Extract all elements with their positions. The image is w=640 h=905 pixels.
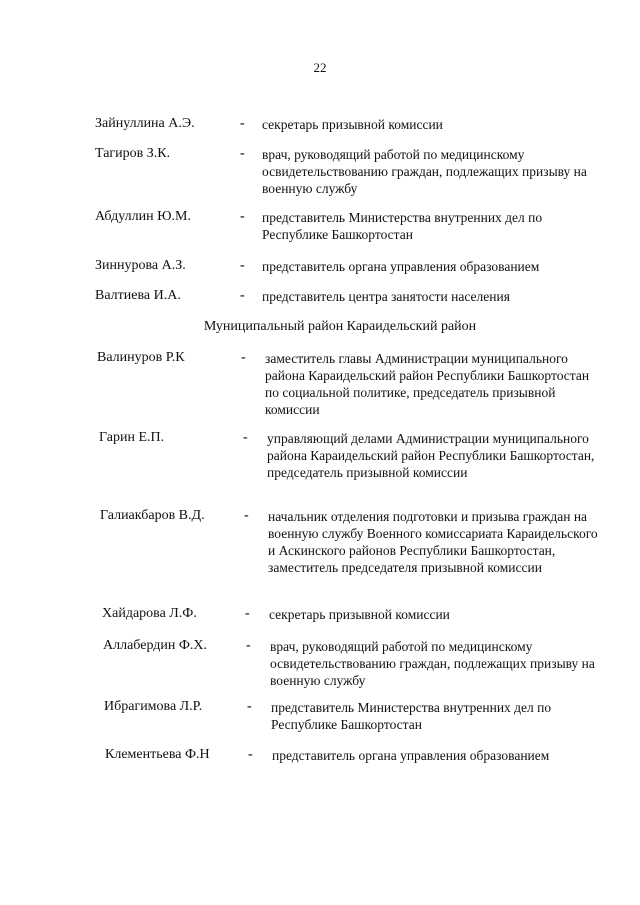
separator-dash: - xyxy=(243,430,248,445)
member-entry xyxy=(0,430,640,500)
member-name: Валинуров Р.К xyxy=(97,350,185,365)
member-role: заместитель главы Администрации муниципального района Караидельский район Республики Башкортостан по социальной политике, председатель призывной комиссии xyxy=(265,351,590,417)
member-role: представитель центра занятости населения xyxy=(262,289,510,304)
separator-dash: - xyxy=(245,606,250,621)
member-entry xyxy=(0,508,640,578)
member-role: врач, руководящий работой по медицинскому освидетельствованию граждан, подлежащих призыву на военную службу xyxy=(270,639,595,688)
member-role: врач, руководящий работой по медицинскому освидетельствованию граждан, подлежащих призыву на военную службу xyxy=(262,147,587,196)
member-name: Галиакбаров В.Д. xyxy=(100,508,205,523)
member-name: Валтиева И.А. xyxy=(95,288,181,303)
member-role: управляющий делами Администрации муниципального района Караидельский район Республики Башкортостан, председатель призывной комиссии xyxy=(267,431,595,480)
section-heading: Муниципальный район Караидельский район xyxy=(203,319,477,334)
member-name: Аллабердин Ф.Х. xyxy=(103,638,208,653)
member-name: Зиннурова А.З. xyxy=(95,258,186,273)
member-entry xyxy=(0,638,640,708)
member-entry xyxy=(0,747,640,817)
member-entry xyxy=(0,350,640,420)
member-name: Гарин Е.П. xyxy=(99,430,165,445)
separator-dash: - xyxy=(240,258,245,273)
member-name: Абдуллин Ю.М. xyxy=(95,209,191,224)
separator-dash: - xyxy=(240,146,245,161)
member-name: Клементьева Ф.Н xyxy=(105,747,210,762)
member-role: представитель органа управления образованием xyxy=(262,259,540,274)
member-role: представитель Министерства внутренних дел по Республике Башкортостан xyxy=(262,210,543,242)
separator-dash: - xyxy=(248,747,253,762)
separator-dash: - xyxy=(246,638,251,653)
member-name: Зайнуллина А.Э. xyxy=(95,116,195,131)
member-name: Ибрагимова Л.Р. xyxy=(104,699,203,714)
member-role: секретарь призывной комиссии xyxy=(269,607,450,622)
separator-dash: - xyxy=(240,209,245,224)
separator-dash: - xyxy=(240,116,245,131)
separator-dash: - xyxy=(241,350,246,365)
member-entry xyxy=(0,146,640,216)
member-name: Тагиров З.К. xyxy=(95,146,171,161)
member-role: представитель органа управления образованием xyxy=(272,748,550,763)
separator-dash: - xyxy=(244,508,249,523)
member-role: представитель Министерства внутренних дел по Республике Башкортостан xyxy=(271,700,552,732)
member-role: секретарь призывной комиссии xyxy=(262,117,443,132)
page-number: 22 xyxy=(313,60,327,75)
separator-dash: - xyxy=(247,699,252,714)
member-name: Хайдарова Л.Ф. xyxy=(102,606,197,621)
separator-dash: - xyxy=(240,288,245,303)
member-role: начальник отделения подготовки и призыва граждан на военную службу Военного комиссариата Караидельского и Аскинского районов Республики Башкортостан, заместитель председателя призывной комиссии xyxy=(268,509,598,575)
